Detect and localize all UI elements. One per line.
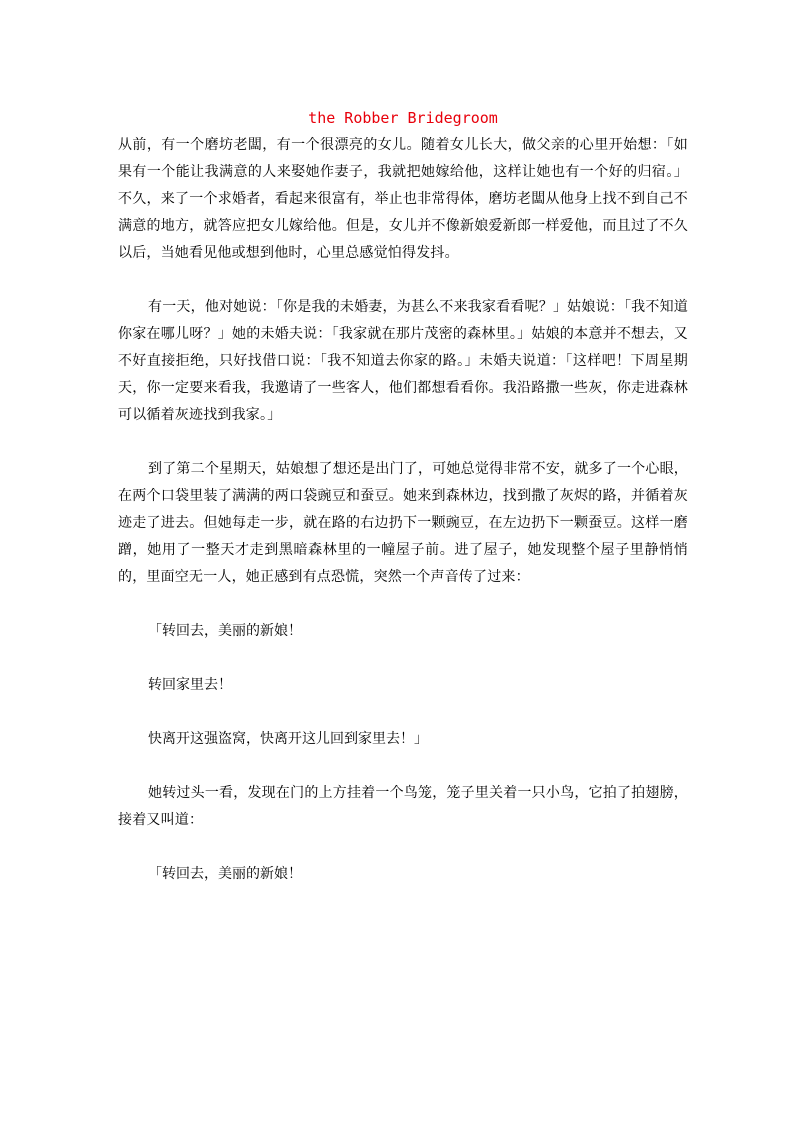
paragraph-1: 从前，有一个磨坊老闆，有一个很漂亮的女儿。随着女儿长大，做父亲的心里开始想：「如果有一个能让我满意的人来娶她作妻子，我就把她嫁给他，这样让她也有一个好的归宿。」不久，来了一个求婚者，看起来很富有，举止也非常得体，磨坊老闆从他身上找不到自己不满意的地方，就答应把女儿嫁给他。但是，女儿并不像新娘爱新郎一样爱他，而且过了不久以后，当她看见他或想到他时，心里总感觉怕得发抖。 — [118, 137, 688, 261]
paragraph-2: 有一天，他对她说：「你是我的未婚妻，为甚么不来我家看看呢？」姑娘说：「我不知道你家在哪儿呀？」她的未婚夫说：「我家就在那片茂密的森林里。」姑娘的本意并不想去，又不好直接拒绝，只好找借口说：「我不知道去你家的路。」未婚夫说道：「这样吧！下周星期天，你一定要来看我，我邀请了一些客人，他们都想看看你。我沿路撒一些灰，你走进森林可以循着灰迹找到我家。」 — [118, 299, 688, 423]
verse-line-2: 转回家里去！ — [148, 677, 232, 693]
document-title: the Robber Bridegroom — [308, 109, 498, 127]
document-page — [118, 106, 688, 915]
paragraph-4: 她转过头一看，发现在门的上方挂着一个鸟笼，笼子里关着一只小鸟，它拍了拍翅膀，接着又叫道： — [118, 785, 688, 828]
verse-line-4: 「转回去，美丽的新娘！ — [148, 866, 302, 882]
verse-line-1: 「转回去，美丽的新娘！ — [148, 623, 302, 639]
verse-line-3: 快离开这强盗窝，快离开这儿回到家里去！」 — [148, 731, 428, 747]
paragraph-3: 到了第二个星期天，姑娘想了想还是出门了，可她总觉得非常不安，就多了一个心眼，在两个口袋里装了满满的两口袋豌豆和蚕豆。她来到森林边，找到撒了灰烬的路，并循着灰迹走了进去。但她每走一步，就在路的右边扔下一颗豌豆，在左边扔下一颗蚕豆。这样一磨蹭，她用了一整天才走到黑暗森林里的一幢屋子前。进了屋子，她发现整个屋子里静悄悄的，里面空无一人，她正感到有点恐慌，突然一个声音传了过来： — [118, 461, 688, 585]
